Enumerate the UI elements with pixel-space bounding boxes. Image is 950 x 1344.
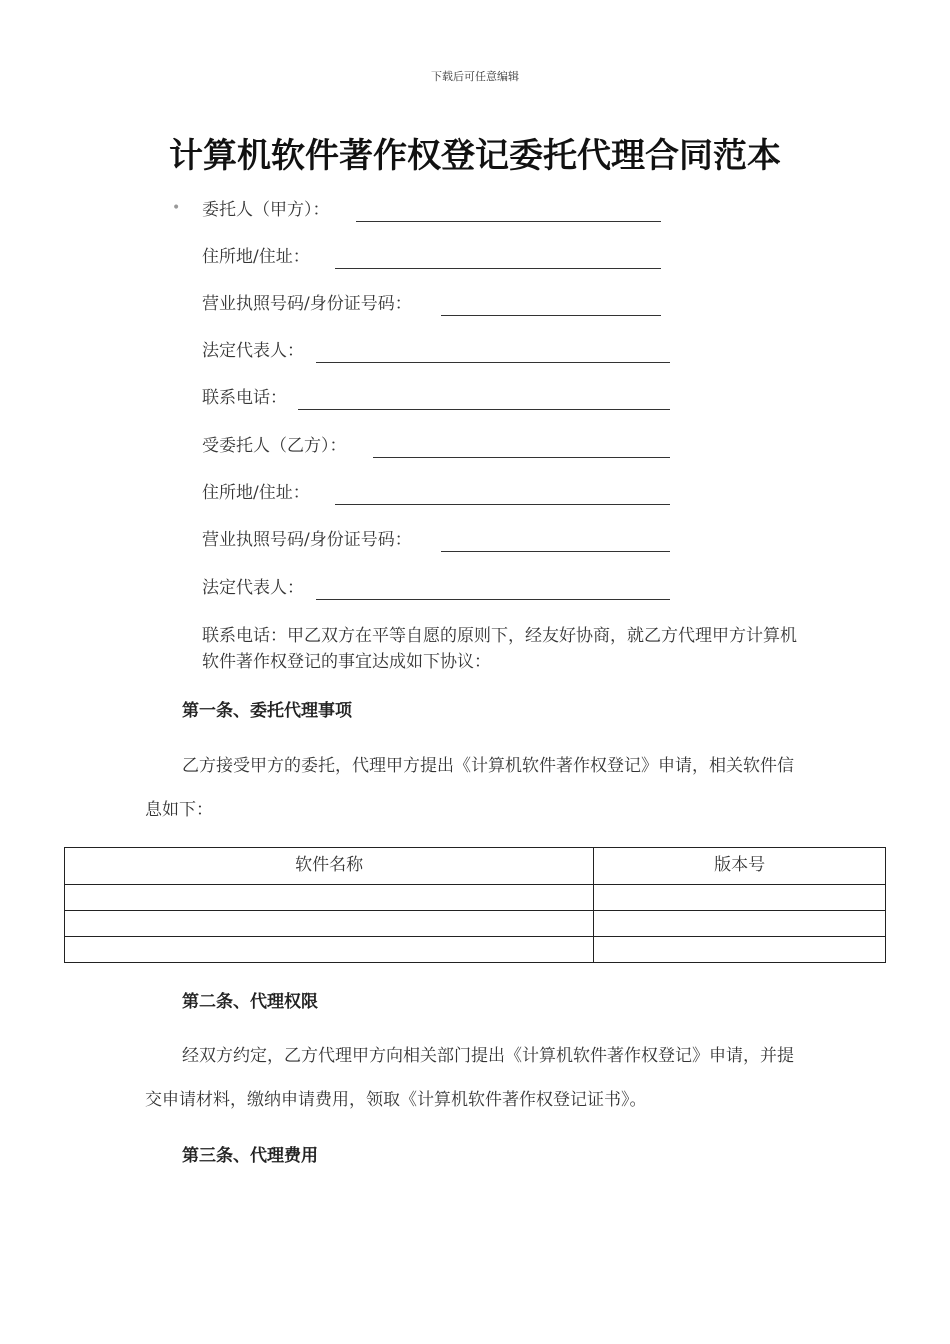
article-3-heading: 第三条、代理费用: [182, 1146, 318, 1166]
field-principal-address: [202, 245, 310, 269]
blank-line[interactable]: [441, 551, 670, 552]
blank-line[interactable]: [335, 504, 670, 505]
field-label: 营业执照号码/身份证号码：: [202, 530, 412, 550]
field-agent: [202, 434, 347, 458]
field-label: 住所地/住址：: [202, 247, 310, 267]
table-row: [65, 885, 886, 911]
field-label: 受委托人（乙方）：: [202, 436, 347, 456]
table-row: [65, 937, 886, 963]
article-2-body: 经双方约定，乙方代理甲方向相关部门提出《计算机软件著作权登记》申请，并提交申请材料，缴纳申请费用，领取《计算机软件著作权登记证书》。: [145, 1046, 794, 1110]
field-agent-address: [202, 481, 310, 505]
blank-line[interactable]: [335, 268, 661, 269]
field-label: 住所地/住址：: [202, 483, 310, 503]
list-bullet: •: [172, 200, 181, 216]
table-cell[interactable]: [65, 885, 594, 911]
table-cell[interactable]: [594, 937, 886, 963]
software-info-table: [64, 847, 886, 963]
table-cell[interactable]: [65, 937, 594, 963]
blank-line[interactable]: [373, 457, 670, 458]
field-label: 法定代表人：: [202, 578, 304, 598]
field-agent-legal-rep: [202, 576, 304, 600]
field-principal-legal-rep: [202, 339, 304, 363]
column-header-software-name: 软件名称: [65, 848, 594, 885]
table-cell[interactable]: [594, 885, 886, 911]
intro-paragraph: 联系电话：甲乙双方在平等自愿的原则下，经友好协商，就乙方代理甲方计算机软件著作权登记的事宜达成如下协议：: [202, 626, 797, 672]
field-label: 法定代表人：: [202, 341, 304, 361]
field-label: 委托人（甲方）：: [202, 200, 330, 220]
blank-line[interactable]: [316, 362, 670, 363]
field-label: 营业执照号码/身份证号码：: [202, 294, 412, 314]
column-header-version: 版本号: [594, 848, 886, 885]
table-cell[interactable]: [594, 911, 886, 937]
field-principal-id: [202, 292, 412, 316]
blank-line[interactable]: [441, 315, 661, 316]
table-row: [65, 911, 886, 937]
blank-line[interactable]: [316, 599, 670, 600]
article-1-body: 乙方接受甲方的委托，代理甲方提出《计算机软件著作权登记》申请，相关软件信息如下：: [145, 756, 794, 820]
header-note: 下载后可任意编辑: [431, 70, 519, 83]
article-1-heading: 第一条、委托代理事项: [182, 701, 352, 721]
document-title: 计算机软件著作权登记委托代理合同范本: [169, 136, 781, 176]
article-2-heading: 第二条、代理权限: [182, 992, 318, 1012]
blank-line[interactable]: [356, 221, 661, 222]
blank-line[interactable]: [298, 409, 670, 410]
field-principal-phone: [202, 386, 287, 410]
field-principal: [202, 198, 330, 222]
field-label: 联系电话：: [202, 388, 287, 408]
field-agent-id: [202, 528, 412, 552]
table-header-row: [65, 848, 886, 885]
table-cell[interactable]: [65, 911, 594, 937]
